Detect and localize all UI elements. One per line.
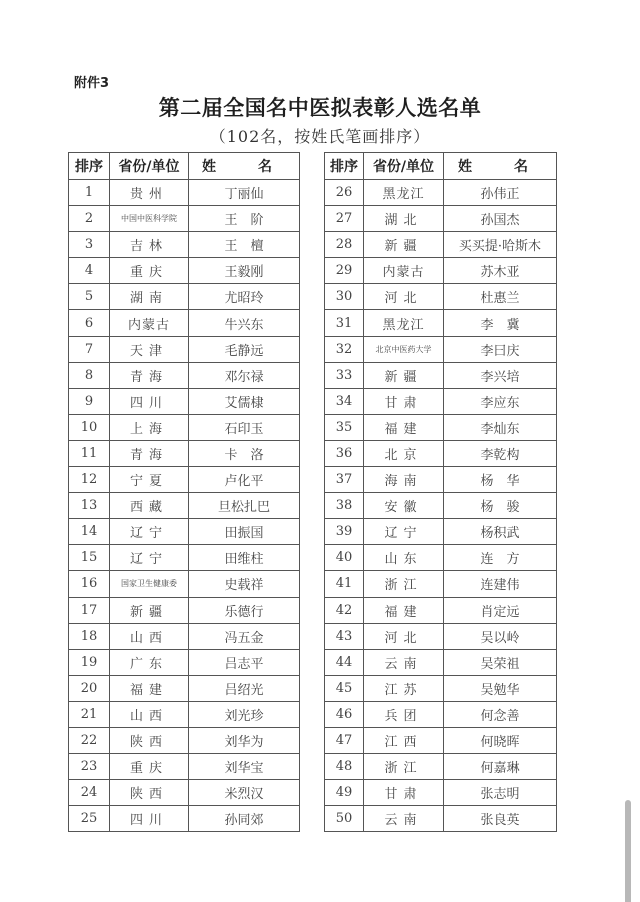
rank-cell: 22 [69,727,110,753]
province-cell: 福建 [364,414,444,440]
name-cell: 田维柱 [189,545,300,571]
table-header-row [325,153,557,180]
name-cell: 乐德行 [189,597,300,623]
table-row [325,571,557,597]
name-cell: 张良英 [444,806,557,832]
table-row [69,623,300,649]
rank-cell: 21 [69,701,110,727]
table-row [69,597,300,623]
table-row [325,180,557,206]
rank-cell: 1 [69,180,110,206]
header-province: 省份/单位 [110,153,189,180]
rank-cell: 50 [325,806,364,832]
name-cell: 李乾构 [444,440,557,466]
table-body-left [69,180,300,832]
name-cell: 连建伟 [444,571,557,597]
rank-cell: 30 [325,284,364,310]
table-row [325,519,557,545]
name-cell: 尤昭玲 [189,284,300,310]
rank-cell: 8 [69,362,110,388]
table-header-row [69,153,300,180]
rank-cell: 2 [69,206,110,232]
table-row [325,310,557,336]
table-row [325,649,557,675]
rank-cell: 28 [325,232,364,258]
province-cell: 陕西 [110,727,189,753]
table-row [69,310,300,336]
rank-cell: 7 [69,336,110,362]
province-cell: 辽宁 [110,519,189,545]
province-cell: 河北 [364,284,444,310]
province-cell: 兵团 [364,701,444,727]
name-cell: 买买提·哈斯木 [444,232,557,258]
table-row [69,440,300,466]
rank-cell: 34 [325,388,364,414]
name-cell: 孙伟正 [444,180,557,206]
name-cell: 杨积武 [444,519,557,545]
name-cell: 刘光珍 [189,701,300,727]
province-cell: 黑龙江 [364,310,444,336]
province-cell: 广东 [110,649,189,675]
table-row [325,414,557,440]
table-row [325,780,557,806]
province-cell: 青海 [110,362,189,388]
table-row [69,545,300,571]
province-cell: 新疆 [364,362,444,388]
province-cell: 浙江 [364,571,444,597]
table-row [325,727,557,753]
table-row [325,754,557,780]
rank-cell: 26 [325,180,364,206]
name-cell: 冯五金 [189,623,300,649]
province-cell: 国家卫生健康委 [110,571,189,597]
rank-cell: 35 [325,414,364,440]
name-cell: 卡 洛 [189,440,300,466]
name-cell: 李灿东 [444,414,557,440]
rank-cell: 20 [69,675,110,701]
name-cell: 吕绍光 [189,675,300,701]
rank-cell: 31 [325,310,364,336]
table-row [69,780,300,806]
rank-cell: 48 [325,754,364,780]
province-cell: 上海 [110,414,189,440]
name-cell: 肖定远 [444,597,557,623]
table-row [325,493,557,519]
table-row [325,675,557,701]
province-cell: 海南 [364,467,444,493]
name-cell: 史载祥 [189,571,300,597]
province-cell: 内蒙古 [364,258,444,284]
province-cell: 天津 [110,336,189,362]
name-cell: 吴以岭 [444,623,557,649]
province-cell: 黑龙江 [364,180,444,206]
name-cell: 苏木亚 [444,258,557,284]
name-cell: 米烈汉 [189,780,300,806]
province-cell: 中国中医科学院 [110,206,189,232]
rank-cell: 47 [325,727,364,753]
name-cell: 何念善 [444,701,557,727]
rank-cell: 13 [69,493,110,519]
name-cell: 丁丽仙 [189,180,300,206]
province-cell: 江西 [364,727,444,753]
header-name: 姓 名 [189,153,300,180]
name-cell: 吕志平 [189,649,300,675]
rank-cell: 49 [325,780,364,806]
table-row [69,336,300,362]
header-name: 姓 名 [444,153,557,180]
rank-cell: 12 [69,467,110,493]
province-cell: 新疆 [364,232,444,258]
candidate-table-left [68,152,300,832]
rank-cell: 3 [69,232,110,258]
province-cell: 四川 [110,806,189,832]
attachment-label: 附件3 [74,76,110,91]
name-cell: 毛静远 [189,336,300,362]
rank-cell: 24 [69,780,110,806]
document-title: 第二届全国名中医拟表彰人选名单 [158,95,482,120]
table-row [325,232,557,258]
province-cell: 宁夏 [110,467,189,493]
scrollbar[interactable] [625,800,631,902]
province-cell: 湖北 [364,206,444,232]
rank-cell: 40 [325,545,364,571]
rank-cell: 33 [325,362,364,388]
rank-cell: 32 [325,336,364,362]
table-row [325,806,557,832]
province-cell: 山西 [110,701,189,727]
province-cell: 新疆 [110,597,189,623]
province-cell: 山东 [364,545,444,571]
province-cell: 云南 [364,806,444,832]
rank-cell: 37 [325,467,364,493]
name-cell: 李兴培 [444,362,557,388]
table-row [69,362,300,388]
name-cell: 何嘉琳 [444,754,557,780]
rank-cell: 39 [325,519,364,545]
name-cell: 李 冀 [444,310,557,336]
province-cell: 云南 [364,649,444,675]
rank-cell: 41 [325,571,364,597]
rank-cell: 42 [325,597,364,623]
header-rank: 排序 [69,153,110,180]
province-cell: 西藏 [110,493,189,519]
province-cell: 福建 [364,597,444,623]
table-row [69,232,300,258]
name-cell: 王 檀 [189,232,300,258]
province-cell: 甘肃 [364,780,444,806]
table-row [69,675,300,701]
province-cell: 吉林 [110,232,189,258]
table-row [325,284,557,310]
rank-cell: 4 [69,258,110,284]
table-row [69,414,300,440]
name-cell: 连 方 [444,545,557,571]
rank-cell: 43 [325,623,364,649]
province-cell: 青海 [110,440,189,466]
name-cell: 田振国 [189,519,300,545]
province-cell: 内蒙古 [110,310,189,336]
table-row [325,545,557,571]
name-cell: 艾儒棣 [189,388,300,414]
header-province: 省份/单位 [364,153,444,180]
name-cell: 李应东 [444,388,557,414]
table-row [325,258,557,284]
table-row [69,284,300,310]
rank-cell: 45 [325,675,364,701]
rank-cell: 25 [69,806,110,832]
name-cell: 石印玉 [189,414,300,440]
province-cell: 北京 [364,440,444,466]
name-cell: 吴勉华 [444,675,557,701]
province-cell: 安徽 [364,493,444,519]
name-cell: 孙同郊 [189,806,300,832]
table-row [69,180,300,206]
table-row [69,754,300,780]
table-row [325,701,557,727]
name-cell: 王 阶 [189,206,300,232]
rank-cell: 29 [325,258,364,284]
document-subtitle: （102名，按姓氏笔画排序） [209,127,431,146]
province-cell: 福建 [110,675,189,701]
rank-cell: 14 [69,519,110,545]
name-cell: 李曰庆 [444,336,557,362]
province-cell: 辽宁 [364,519,444,545]
table-row [325,440,557,466]
name-cell: 吴荣祖 [444,649,557,675]
province-cell: 辽宁 [110,545,189,571]
province-cell: 重庆 [110,754,189,780]
name-cell: 卢化平 [189,467,300,493]
table-row [325,336,557,362]
name-cell: 杜惠兰 [444,284,557,310]
rank-cell: 36 [325,440,364,466]
table-row [325,206,557,232]
rank-cell: 18 [69,623,110,649]
province-cell: 山西 [110,623,189,649]
table-body-right [325,180,557,832]
table-row [69,571,300,597]
rank-cell: 16 [69,571,110,597]
province-cell: 陕西 [110,780,189,806]
province-cell: 湖南 [110,284,189,310]
table-row [69,493,300,519]
rank-cell: 23 [69,754,110,780]
table-row [69,701,300,727]
name-cell: 刘华为 [189,727,300,753]
rank-cell: 9 [69,388,110,414]
name-cell: 旦松扎巴 [189,493,300,519]
table-row [69,388,300,414]
province-cell: 江苏 [364,675,444,701]
rank-cell: 38 [325,493,364,519]
province-cell: 浙江 [364,754,444,780]
province-cell: 贵州 [110,180,189,206]
rank-cell: 11 [69,440,110,466]
table-row [325,467,557,493]
province-cell: 北京中医药大学 [364,336,444,362]
name-cell: 刘华宝 [189,754,300,780]
table-row [69,649,300,675]
table-row [69,727,300,753]
rank-cell: 6 [69,310,110,336]
header-rank: 排序 [325,153,364,180]
table-row [69,206,300,232]
name-cell: 张志明 [444,780,557,806]
table-row [325,597,557,623]
name-cell: 杨 骏 [444,493,557,519]
province-cell: 河北 [364,623,444,649]
table-row [69,806,300,832]
table-row [325,362,557,388]
rank-cell: 44 [325,649,364,675]
rank-cell: 46 [325,701,364,727]
province-cell: 四川 [110,388,189,414]
table-row [69,258,300,284]
name-cell: 牛兴东 [189,310,300,336]
table-row [69,467,300,493]
rank-cell: 19 [69,649,110,675]
rank-cell: 10 [69,414,110,440]
name-cell: 何晓晖 [444,727,557,753]
table-row [325,623,557,649]
table-row [325,388,557,414]
rank-cell: 27 [325,206,364,232]
province-cell: 甘肃 [364,388,444,414]
name-cell: 王毅刚 [189,258,300,284]
name-cell: 孙国杰 [444,206,557,232]
table-row [69,519,300,545]
name-cell: 杨 华 [444,467,557,493]
candidate-table-right [324,152,557,832]
rank-cell: 17 [69,597,110,623]
rank-cell: 15 [69,545,110,571]
name-cell: 邓尔禄 [189,362,300,388]
province-cell: 重庆 [110,258,189,284]
rank-cell: 5 [69,284,110,310]
